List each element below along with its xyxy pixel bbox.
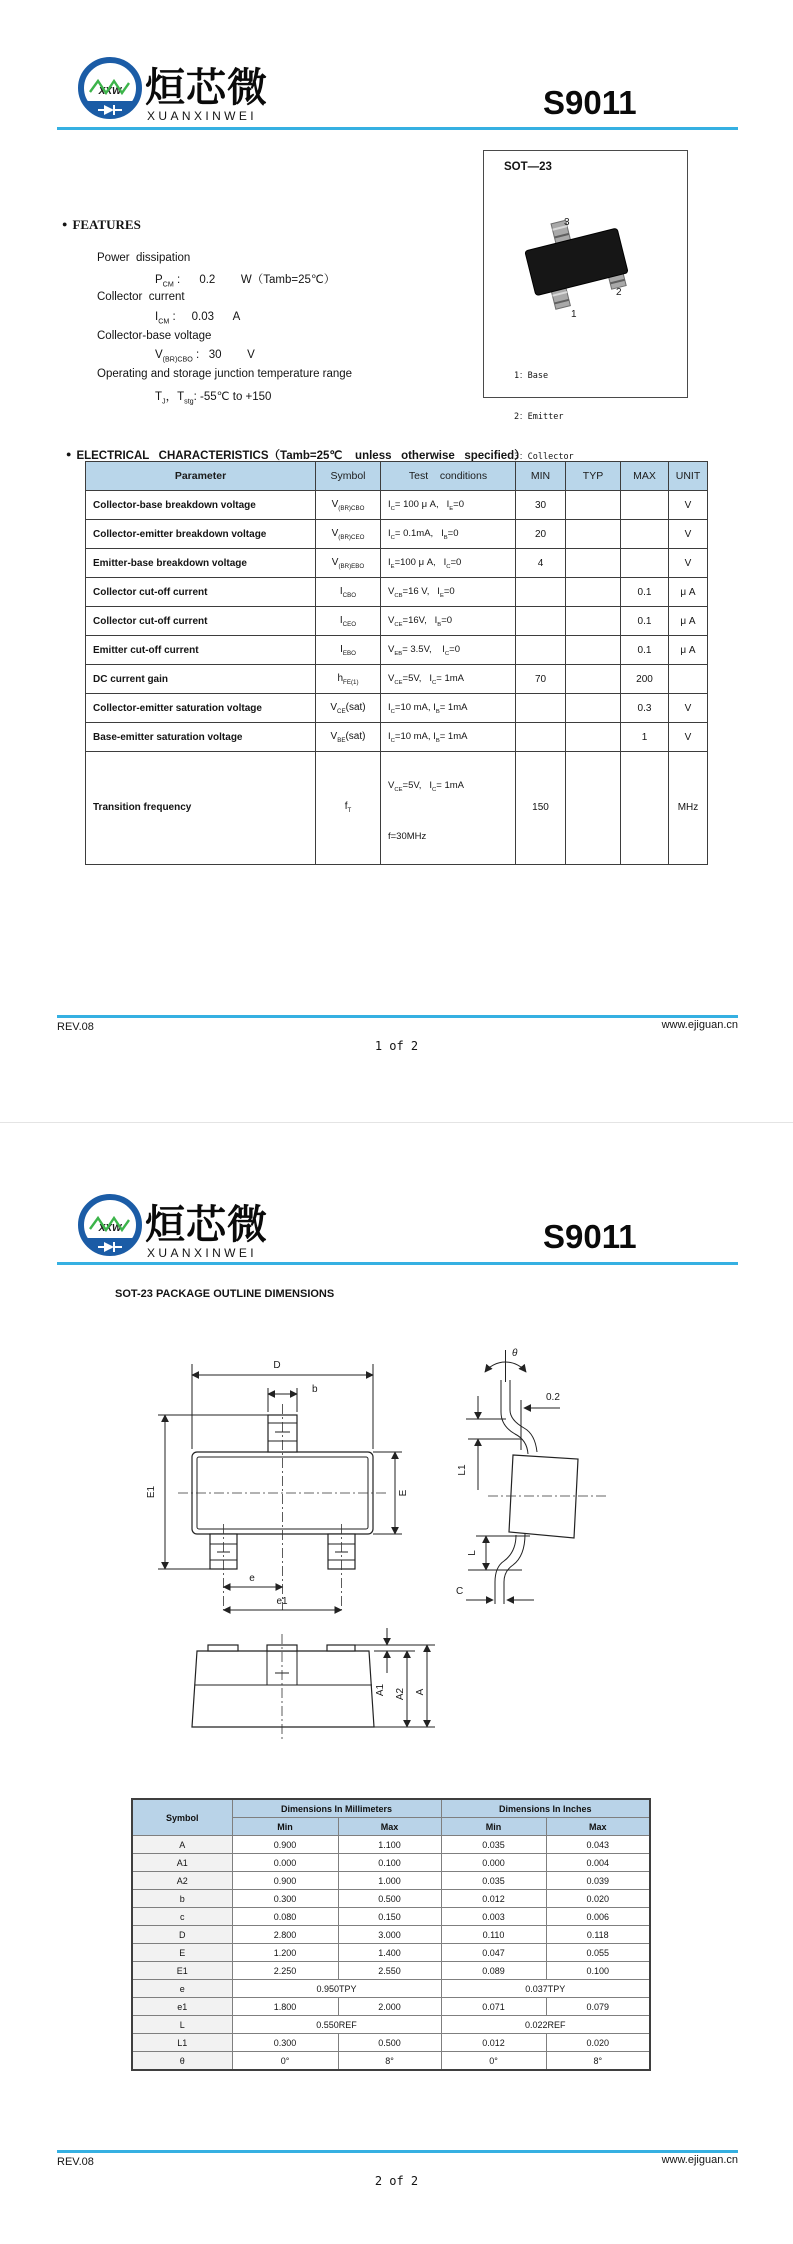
table-row	[132, 1836, 650, 1854]
unit-cell	[669, 665, 708, 694]
in-min-cell: 0.012	[441, 1890, 546, 1908]
symbol-cell: $I_{EBO}$	[316, 636, 381, 665]
symbol-cell: $V_{(BR)CBO}$	[316, 491, 381, 520]
feature-line: $T_J$，$T_{stg}$: -55℃ to +150	[155, 391, 272, 406]
col-mm-min: Min	[232, 1818, 338, 1836]
col-parameter: Parameter	[86, 462, 316, 491]
symbol-cell: $V_{BE}(sat)$	[316, 723, 381, 752]
symbol-cell: $V_{(BR)EBO}$	[316, 549, 381, 578]
mm-min-cell: 0.300	[232, 2034, 338, 2052]
package-side-view-drawing	[438, 1342, 628, 1622]
cond-cell: $V_{CB}=16$ V, $I_E=0$	[381, 578, 516, 607]
max-cell: 0.1	[621, 636, 669, 665]
bullet-icon: ●	[62, 219, 68, 229]
min-cell: 20	[516, 520, 566, 549]
cond-cell: $I_C= 100$ μ A, $I_E=0$	[381, 491, 516, 520]
min-cell: 30	[516, 491, 566, 520]
part-number: S9011	[543, 1218, 637, 1255]
param-cell: Base-emitter saturation voltage	[86, 723, 316, 752]
unit-cell: V	[669, 520, 708, 549]
in-min-cell: 0.035	[441, 1872, 546, 1890]
in-max-cell: 0.006	[546, 1908, 650, 1926]
feature-line: Operating and storage junction temperature range	[97, 368, 353, 380]
unit-cell: V	[669, 723, 708, 752]
param-cell: Collector cut-off current	[86, 578, 316, 607]
col-conditions: Test conditions	[381, 462, 516, 491]
unit-cell: μ A	[669, 607, 708, 636]
symbol-cell: $f_T$	[316, 752, 381, 865]
feature-line: $P_{CM}$ : 0.2 W（Tamb=25℃）	[155, 274, 336, 289]
footer-rule	[57, 2150, 738, 2153]
in-span-cell: 0.022REF	[441, 2016, 650, 2034]
mm-min-cell: 0°	[232, 2052, 338, 2071]
min-cell	[516, 694, 566, 723]
dims-header-row	[132, 1799, 650, 1818]
revision-label: REV.08	[57, 2156, 94, 2168]
table-row	[86, 491, 708, 520]
table-row	[132, 1908, 650, 1926]
feature-line: $I_{CM}$ : 0.03 A	[155, 311, 241, 326]
col-symbol: Symbol	[316, 462, 381, 491]
col-inches: Dimensions In Inches	[441, 1799, 650, 1818]
symbol-cell: $I_{CEO}$	[316, 607, 381, 636]
in-min-cell: 0.012	[441, 2034, 546, 2052]
page-number: 1 of 2	[374, 1039, 419, 1053]
sym-cell: A1	[132, 1854, 232, 1872]
dim-E1-label: E1	[146, 1485, 157, 1499]
table-row	[132, 1854, 650, 1872]
typ-cell	[566, 607, 621, 636]
max-cell: 0.1	[621, 578, 669, 607]
in-max-cell: 0.118	[546, 1926, 650, 1944]
table-row	[132, 1944, 650, 1962]
dim-L-label: L	[467, 1550, 478, 1556]
cond-cell: $I_C= 0.1mA$, $I_B=0$	[381, 520, 516, 549]
table-row	[132, 2016, 650, 2034]
table-row	[86, 578, 708, 607]
table-row	[132, 1890, 650, 1908]
min-cell	[516, 607, 566, 636]
in-min-cell: 0.089	[441, 1962, 546, 1980]
dim-e-label: e	[249, 1573, 255, 1584]
page-number: 2 of 2	[374, 2174, 419, 2188]
brand-name-cn: 烜芯微	[145, 66, 268, 110]
typ-cell	[566, 636, 621, 665]
mm-max-cell: 2.550	[338, 1962, 441, 1980]
mm-min-cell: 0.080	[232, 1908, 338, 1926]
elec-header-row	[86, 462, 708, 491]
max-cell	[621, 752, 669, 865]
brand-name-en: XUANXINWEI	[147, 1246, 258, 1260]
feature-line: Power dissipation	[97, 252, 191, 264]
in-min-cell: 0°	[441, 2052, 546, 2071]
logo-letters: XXW	[98, 1223, 122, 1234]
table-row	[86, 636, 708, 665]
table-row	[132, 2034, 650, 2052]
col-typ: TYP	[566, 462, 621, 491]
dim-L1-label: L1	[457, 1464, 468, 1476]
in-max-cell: 0.043	[546, 1836, 650, 1854]
pin3-label: 3	[564, 217, 570, 228]
min-cell	[516, 578, 566, 607]
table-row	[86, 752, 708, 865]
symbol-cell: $V_{(BR)CEO}$	[316, 520, 381, 549]
cond-cell: $I_C=10$ mA, $I_B= 1mA$	[381, 723, 516, 752]
col-min: MIN	[516, 462, 566, 491]
col-max: MAX	[621, 462, 669, 491]
in-min-cell: 0.003	[441, 1908, 546, 1926]
max-cell: 0.3	[621, 694, 669, 723]
table-row	[86, 694, 708, 723]
part-number: S9011	[543, 84, 637, 121]
param-cell: Collector cut-off current	[86, 607, 316, 636]
max-cell: 1	[621, 723, 669, 752]
dim-theta-label: θ	[512, 1348, 518, 1359]
outline-heading: SOT-23 PACKAGE OUTLINE DIMENSIONS	[115, 1288, 335, 1300]
mm-max-cell: 0.500	[338, 1890, 441, 1908]
mm-span-cell: 0.950TPY	[232, 1980, 441, 1998]
dim-C-label: C	[456, 1586, 464, 1597]
dim-E-label: E	[398, 1489, 409, 1497]
col-mm-max: Max	[338, 1818, 441, 1836]
header-rule	[57, 127, 738, 130]
in-max-cell: 0.004	[546, 1854, 650, 1872]
mm-min-cell: 2.800	[232, 1926, 338, 1944]
pin-legend-base: 1：Base	[514, 371, 549, 381]
in-max-cell: 0.055	[546, 1944, 650, 1962]
unit-cell: MHz	[669, 752, 708, 865]
unit-cell: V	[669, 491, 708, 520]
table-row	[86, 665, 708, 694]
package-front-view-drawing	[115, 1628, 445, 1743]
param-cell: Collector-base breakdown voltage	[86, 491, 316, 520]
table-row	[132, 1926, 650, 1944]
mm-max-cell: 1.000	[338, 1872, 441, 1890]
feature-line: $V_{(BR)CBO}$ : 30 V	[155, 349, 255, 364]
mm-min-cell: 0.000	[232, 1854, 338, 1872]
col-symbol: Symbol	[132, 1799, 232, 1836]
mm-max-cell: 1.400	[338, 1944, 441, 1962]
cond-cell: $V_{CE}=5V$, $I_C= 1mA$	[381, 665, 516, 694]
dim-e1-label: e1	[276, 1596, 288, 1607]
symbol-cell: $V_{CE}(sat)$	[316, 694, 381, 723]
col-in-min: Min	[441, 1818, 546, 1836]
features-title: FEATURES	[72, 217, 141, 232]
cond-cell: $I_E=100$ μ A, $I_C=0$	[381, 549, 516, 578]
unit-cell: μ A	[669, 578, 708, 607]
max-cell: 200	[621, 665, 669, 694]
table-row	[132, 1980, 650, 1998]
dimensions-table	[131, 1798, 651, 2071]
param-cell: Collector-emitter saturation voltage	[86, 694, 316, 723]
dim-b-label: b	[312, 1384, 318, 1395]
typ-cell	[566, 723, 621, 752]
dim-A2-label: A2	[395, 1687, 406, 1701]
brand-name-cn: 烜芯微	[145, 1203, 268, 1247]
col-mm: Dimensions In Millimeters	[232, 1799, 441, 1818]
sym-cell: θ	[132, 2052, 232, 2071]
logo-letters: XXW	[98, 86, 122, 97]
sym-cell: A2	[132, 1872, 232, 1890]
table-row	[132, 2052, 650, 2071]
page-divider	[0, 1122, 793, 1123]
revision-label: REV.08	[57, 1021, 94, 1033]
sym-cell: E	[132, 1944, 232, 1962]
table-row	[132, 1962, 650, 1980]
table-row	[86, 520, 708, 549]
max-cell: 0.1	[621, 607, 669, 636]
brand-name-en: XUANXINWEI	[147, 109, 258, 123]
mm-max-cell: 0.500	[338, 2034, 441, 2052]
typ-cell	[566, 491, 621, 520]
col-unit: UNIT	[669, 462, 708, 491]
table-row	[86, 607, 708, 636]
cond-cell: $V_{EB}= 3.5V$, $I_C=0$	[381, 636, 516, 665]
mm-min-cell: 1.800	[232, 1998, 338, 2016]
table-row	[132, 1872, 650, 1890]
sym-cell: e	[132, 1980, 232, 1998]
in-max-cell: 8°	[546, 2052, 650, 2071]
table-row	[86, 723, 708, 752]
xxw-logo-icon	[78, 56, 144, 126]
min-cell	[516, 636, 566, 665]
sym-cell: A	[132, 1836, 232, 1854]
sym-cell: L	[132, 2016, 232, 2034]
package-title: SOT—23	[504, 161, 552, 173]
dim-A1-label: A1	[375, 1683, 386, 1697]
electrical-characteristics-table	[85, 461, 708, 865]
sym-cell: D	[132, 1926, 232, 1944]
typ-cell	[566, 520, 621, 549]
package-top-view-drawing	[140, 1352, 410, 1622]
min-cell: 70	[516, 665, 566, 694]
param-cell: Transition frequency	[86, 752, 316, 865]
mm-max-cell: 8°	[338, 2052, 441, 2071]
in-max-cell: 0.020	[546, 1890, 650, 1908]
dim-02-label: 0.2	[546, 1392, 560, 1403]
in-max-cell: 0.079	[546, 1998, 650, 2016]
in-max-cell: 0.039	[546, 1872, 650, 1890]
package-box	[483, 150, 688, 462]
symbol-cell: $h_{FE(1)}$	[316, 665, 381, 694]
in-min-cell: 0.000	[441, 1854, 546, 1872]
in-min-cell: 0.110	[441, 1926, 546, 1944]
param-cell: Emitter-base breakdown voltage	[86, 549, 316, 578]
mm-min-cell: 0.900	[232, 1872, 338, 1890]
in-min-cell: 0.071	[441, 1998, 546, 2016]
sym-cell: E1	[132, 1962, 232, 1980]
feature-line: Collector-base voltage	[97, 330, 212, 342]
cond-cell	[381, 752, 516, 865]
col-in-max: Max	[546, 1818, 650, 1836]
features-title-row	[62, 216, 141, 234]
sym-cell: b	[132, 1890, 232, 1908]
min-cell: 150	[516, 752, 566, 865]
bullet-icon: ●	[66, 449, 72, 459]
max-cell	[621, 491, 669, 520]
footer-rule	[57, 1015, 738, 1018]
in-min-cell: 0.047	[441, 1944, 546, 1962]
xxw-logo-icon	[78, 1193, 144, 1263]
sot23-package-photo	[509, 211, 664, 329]
cond-cell: $V_{CE}=16V$, $I_B=0$	[381, 607, 516, 636]
elec-heading: ELECTRICAL CHARACTERISTICS（Tamb=25℃ unless otherwise specified）	[76, 450, 526, 462]
pin-legend-collector: 3：Collector	[514, 452, 574, 462]
mm-max-cell: 2.000	[338, 1998, 441, 2016]
mm-min-cell: 1.200	[232, 1944, 338, 1962]
mm-max-cell: 0.150	[338, 1908, 441, 1926]
mm-min-cell: 2.250	[232, 1962, 338, 1980]
cond-cell: $I_C=10$ mA, $I_B= 1mA$	[381, 694, 516, 723]
typ-cell	[566, 694, 621, 723]
cond-line-2: f=30MHz	[388, 830, 427, 842]
in-max-cell: 0.100	[546, 1962, 650, 1980]
in-min-cell: 0.035	[441, 1836, 546, 1854]
cond-line-1: $V_{CE}=5V$, $I_C= 1mA$	[388, 780, 464, 793]
sym-cell: e1	[132, 1998, 232, 2016]
mm-span-cell: 0.550REF	[232, 2016, 441, 2034]
typ-cell	[566, 752, 621, 865]
min-cell	[516, 723, 566, 752]
param-cell: Collector-emitter breakdown voltage	[86, 520, 316, 549]
sym-cell: c	[132, 1908, 232, 1926]
dim-A-label: A	[415, 1688, 426, 1696]
table-row	[132, 1998, 650, 2016]
typ-cell	[566, 549, 621, 578]
website-link[interactable]: www.ejiguan.cn	[661, 2154, 738, 2166]
brand-logo	[78, 48, 358, 128]
param-cell: DC current gain	[86, 665, 316, 694]
brand-logo	[78, 1185, 358, 1265]
mm-max-cell: 0.100	[338, 1854, 441, 1872]
max-cell	[621, 520, 669, 549]
feature-line: Collector current	[97, 291, 185, 303]
mm-min-cell: 0.900	[232, 1836, 338, 1854]
param-cell: Emitter cut-off current	[86, 636, 316, 665]
pin2-label: 2	[616, 287, 622, 298]
mm-max-cell: 1.100	[338, 1836, 441, 1854]
in-span-cell: 0.037TPY	[441, 1980, 650, 1998]
mm-min-cell: 0.300	[232, 1890, 338, 1908]
dim-D-label: D	[273, 1360, 281, 1371]
min-cell: 4	[516, 549, 566, 578]
unit-cell: μ A	[669, 636, 708, 665]
sym-cell: L1	[132, 2034, 232, 2052]
header-rule	[57, 1262, 738, 1265]
unit-cell: V	[669, 694, 708, 723]
mm-max-cell: 3.000	[338, 1926, 441, 1944]
pin-legend-emitter: 2：Emitter	[514, 411, 564, 422]
symbol-cell: $I_{CBO}$	[316, 578, 381, 607]
pin1-label: 1	[571, 309, 577, 320]
typ-cell	[566, 665, 621, 694]
table-row	[86, 549, 708, 578]
website-link[interactable]: www.ejiguan.cn	[661, 1019, 738, 1031]
in-max-cell: 0.020	[546, 2034, 650, 2052]
unit-cell: V	[669, 549, 708, 578]
typ-cell	[566, 578, 621, 607]
max-cell	[621, 549, 669, 578]
